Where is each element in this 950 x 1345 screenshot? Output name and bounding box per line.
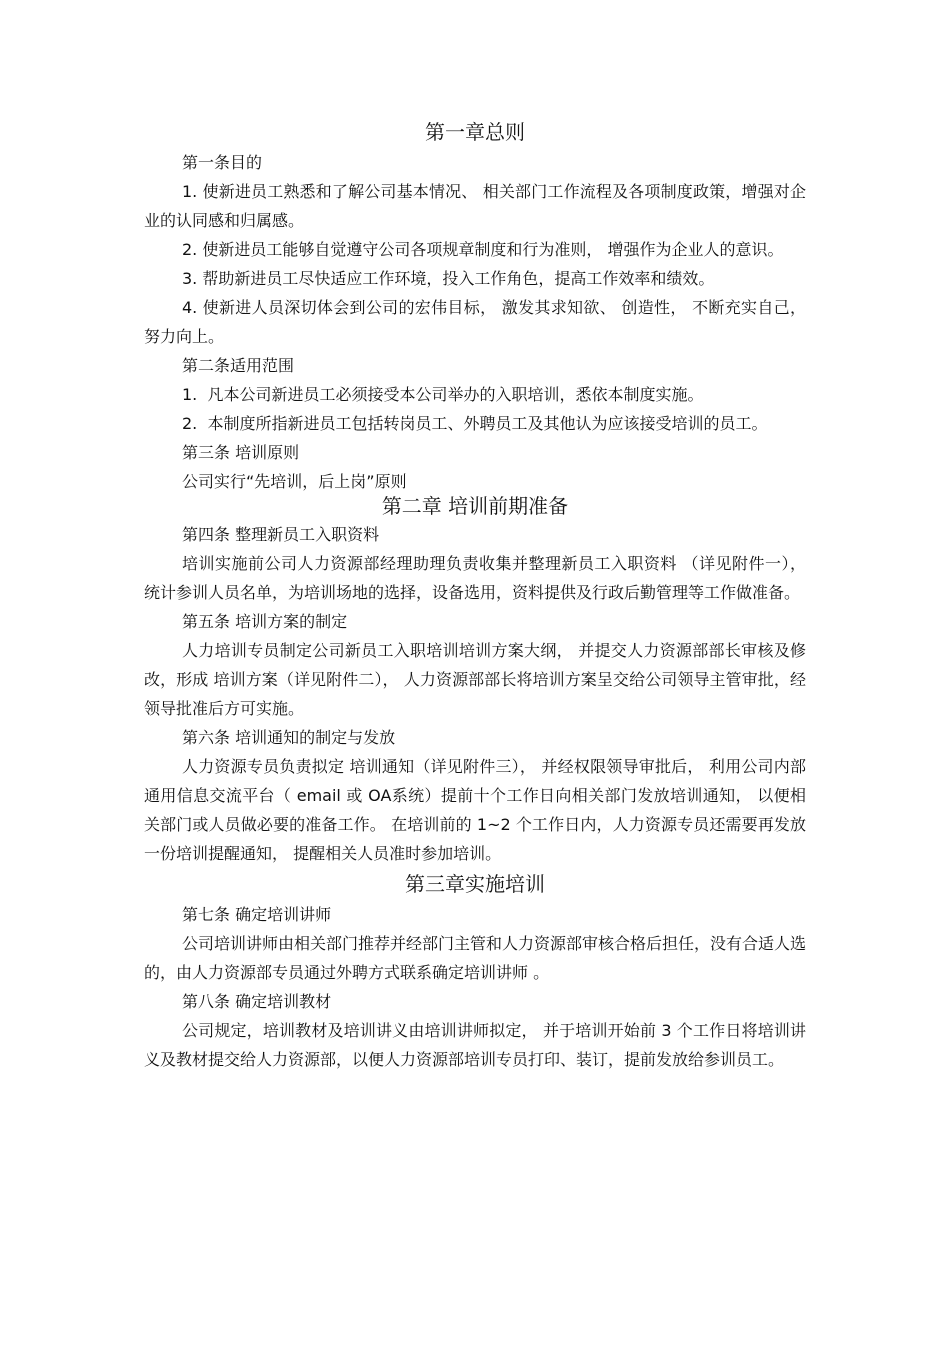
article-1-heading: 第一条目的 (182, 153, 263, 172)
article-8-text: 公司规定，培训教材及培训讲义由培训讲师拟定， 并于培训开始前 3 个工作日将培训讲义及教材提交给人力资源部，以便人力资源部培训专员打印、装订，提前发放给参训员工。 (144, 1021, 806, 1069)
article-2-item-2: 2. 本制度所指新进员工包括转岗员工、外聘员工及其他认为应该接受培训的员工。 (182, 414, 768, 433)
article-3-heading: 第三条 培训原则 (182, 443, 300, 462)
document-page (144, 118, 812, 1074)
article-8-heading: 第八条 确定培训教材 (182, 992, 332, 1011)
chapter-3-title: 第三章实施培训 (405, 872, 545, 896)
article-5-text: 人力培训专员制定公司新员工入职培训培训方案大纲， 并提交人力资源部部长审核及修改，形成 培训方案（详见附件二）， 人力资源部部长将培训方案呈交给公司领导主管审批，经领导批准后方可实施。 (144, 641, 806, 718)
article-4-text: 培训实施前公司人力资源部经理助理负责收集并整理新员工入职资料 （详见附件一）， 统计参训人员名单，为培训场地的选择，设备选用，资料提供及行政后勤管理等工作做准备。 (144, 554, 812, 602)
article-1-item-4: 4. 使新进人员深切体会到公司的宏伟目标， 激发其求知欲、 创造性， 不断充实自己，努力向上。 (144, 298, 806, 346)
chapter-1-title: 第一章总则 (425, 120, 525, 144)
article-2-item-1: 1. 凡本公司新进员工必须接受本公司举办的入职培训，悉依本制度实施。 (182, 385, 704, 404)
article-3-text: 公司实行“先培训，后上岗”原则 (182, 472, 407, 491)
article-1-item-3: 3. 帮助新进员工尽快适应工作环境，投入工作角色，提高工作效率和绩效。 (182, 269, 715, 288)
article-4-heading: 第四条 整理新员工入职资料 (182, 525, 380, 544)
article-7-heading: 第七条 确定培训讲师 (182, 905, 332, 924)
article-1-item-2: 2. 使新进员工能够自觉遵守公司各项规章制度和行为准则， 增强作为企业人的意识。 (182, 240, 784, 259)
article-1-item-1: 1. 使新进员工熟悉和了解公司基本情况、 相关部门工作流程及各项制度政策，增强对企业的认同感和归属感。 (144, 182, 806, 230)
article-6-heading: 第六条 培训通知的制定与发放 (182, 728, 396, 747)
article-6-text: 人力资源专员负责拟定 培训通知（详见附件三）， 并经权限领导审批后， 利用公司内部通用信息交流平台（ email 或 OA系统）提前十个工作日向相关部门发放培训通知， 以便相关部门或人员做必要的准备工作。 在培训前的 1~2 个工作日内，人力资源专员还需要再发放一份培训提醒通知， 提醒相关人员准时参加培训。 (144, 757, 806, 863)
article-2-heading: 第二条适用范围 (182, 356, 295, 375)
article-5-heading: 第五条 培训方案的制定 (182, 612, 348, 631)
chapter-2-title: 第二章 培训前期准备 (381, 494, 569, 518)
article-7-text: 公司培训讲师由相关部门推荐并经部门主管和人力资源部审核合格后担任，没有合适人选的，由人力资源部专员通过外聘方式联系确定培训讲师 。 (144, 934, 807, 982)
